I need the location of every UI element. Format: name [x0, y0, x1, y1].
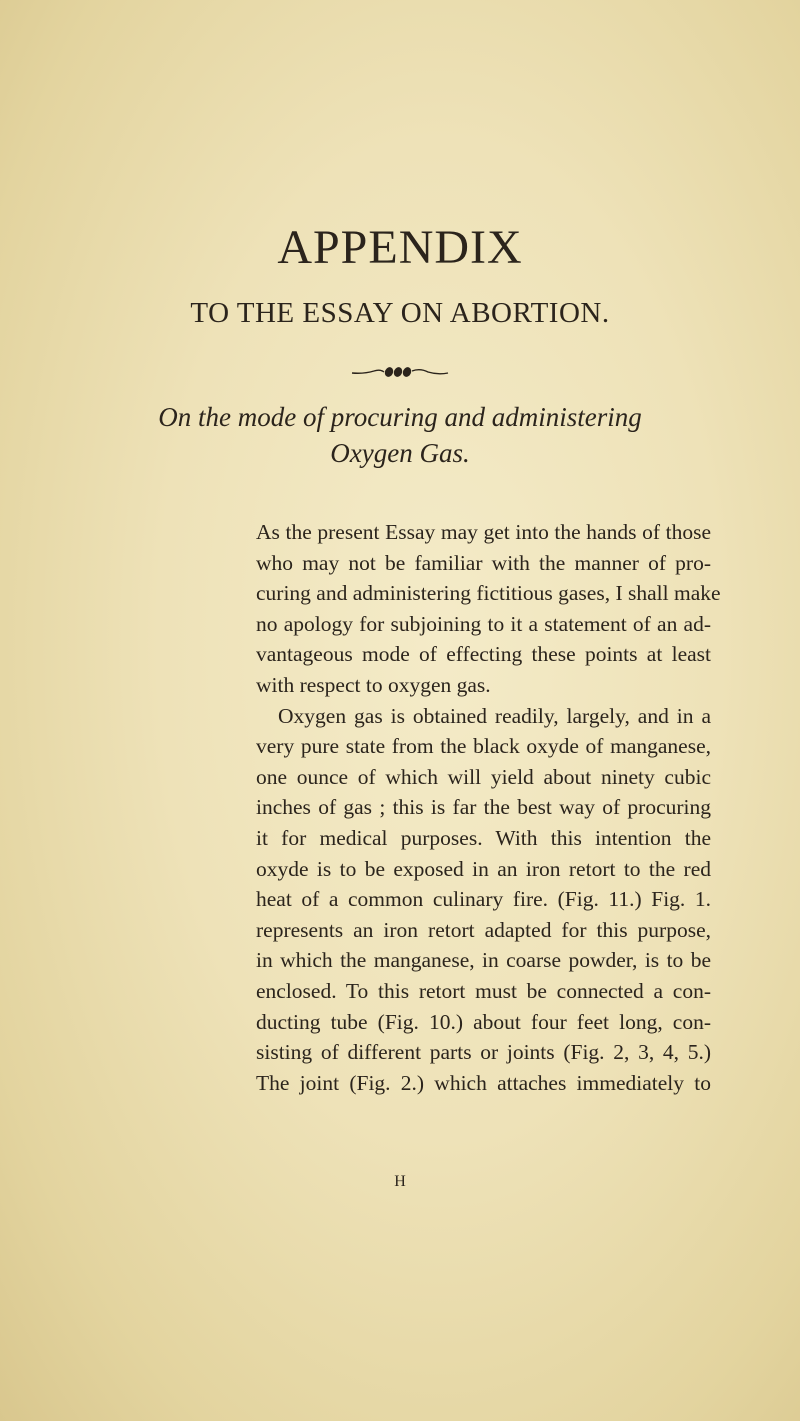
paragraph-2: [256, 701, 711, 1099]
text-line: curing and administering fictitious gases, I shall make: [256, 581, 721, 606]
text-line: ducting tube (Fig. 10.) about four feet long, con-: [256, 1009, 711, 1034]
paragraph-1: [256, 517, 721, 701]
text-line: enclosed. To this retort must be connected a con-: [256, 978, 711, 1003]
text-line: vantageous mode of effecting these points at least: [256, 642, 711, 667]
text-line: oxyde is to be exposed in an iron retort to the red: [256, 856, 711, 881]
text-line: Oxygen gas is obtained readily, largely, and in a: [278, 703, 711, 728]
text-line: with respect to oxygen gas.: [256, 672, 491, 697]
section-heading-line-1: On the mode of procuring and administering: [158, 402, 642, 432]
text-line: it for medical purposes. With this intention the: [256, 825, 711, 850]
page-subtitle: TO THE ESSAY ON ABORTION.: [190, 297, 610, 329]
text-line: no apology for subjoining to it a statement of an ad-: [256, 611, 711, 636]
text-line: The joint (Fig. 2.) which attaches immediately to: [256, 1070, 711, 1095]
page-title: APPENDIX: [277, 221, 523, 274]
text-line: in which the manganese, in coarse powder, is to be: [256, 948, 711, 973]
signature-mark: H: [394, 1173, 406, 1190]
text-line: sisting of different parts or joints (Fig. 2, 3, 4, 5.): [256, 1040, 711, 1065]
text-line: who may not be familiar with the manner of pro-: [256, 550, 711, 575]
text-line: very pure state from the black oxyde of manganese,: [256, 734, 711, 759]
text-line: As the present Essay may get into the hands of those: [256, 520, 711, 544]
text-line: one ounce of which will yield about ninety cubic: [256, 764, 711, 789]
text-line: heat of a common culinary fire. (Fig. 11.) Fig. 1.: [256, 887, 711, 912]
body-text: [256, 517, 721, 1098]
section-heading-line-2: Oxygen Gas.: [330, 438, 470, 468]
section-heading: [0, 399, 800, 471]
text-line: represents an iron retort adapted for this purpose,: [256, 917, 711, 942]
decorative-divider-icon: [350, 362, 450, 382]
text-line: inches of gas ; this is far the best way of procuring: [256, 795, 711, 820]
